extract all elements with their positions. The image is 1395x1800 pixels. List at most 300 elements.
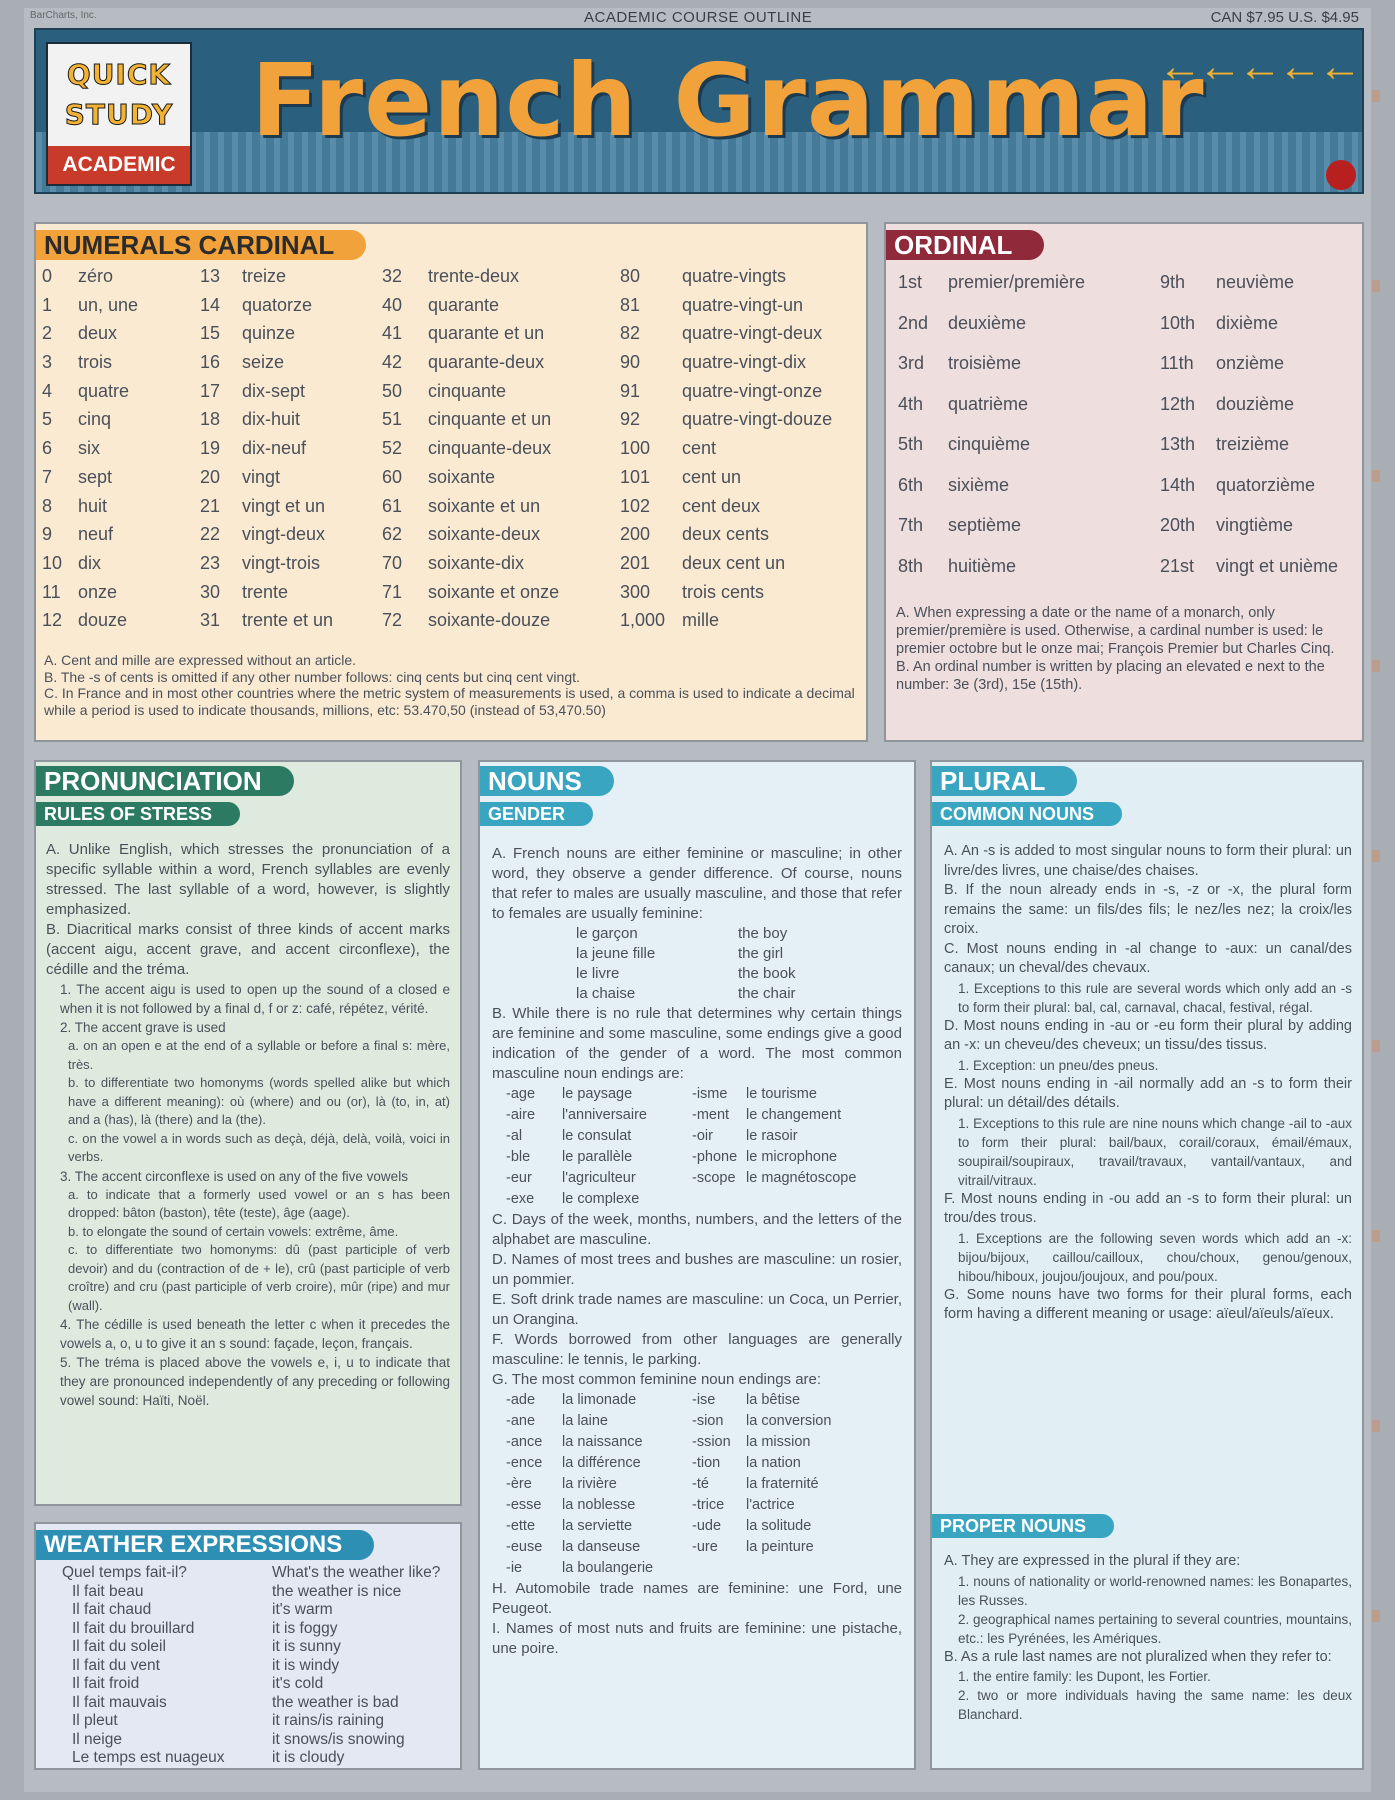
ordinal-word: onzième [1216,353,1285,373]
numeral-digit: 8 [42,495,53,516]
ordinal-number: 9th [1160,272,1186,292]
ordinal-number: 6th [898,474,924,495]
numeral-digit: 18 [200,409,221,430]
ordinal-grid [898,266,1358,590]
weather-row [62,1712,452,1731]
english-noun: the boy [738,925,788,942]
ordinal-row [898,469,1358,510]
numeral-digit: 92 [620,409,641,430]
numeral-row [200,381,333,410]
numeral-digit: 41 [382,323,403,344]
numeral-word: quatorze [242,294,313,315]
ending-example: la limonade [562,1392,637,1408]
note-b: B. The -s of cents is omitted if any other number follows: cinq cents but cinq cent vingt. [44,668,580,685]
plural-e1: 1. Exceptions to this rule are nine nouns which change -ail to -aux to form their plural: bail/baux, corail/coraux, émail/émaux, soupirail/soupiraux, travail/travaux, vantail/vantaux, and vitrail/vitraux. [958,1115,1352,1188]
ending-example: le parallèle [562,1149,633,1165]
numeral-row [382,524,559,553]
numeral-digit: 7 [42,466,53,487]
numeral-word: quatre-vingt-deux [682,323,823,344]
ending-row [506,1558,902,1579]
numerals-grid [42,266,864,631]
numeral-row [620,610,832,639]
numeral-word: soixante-dix [428,552,525,573]
numeral-word: zéro [78,266,114,286]
numeral-digit: 80 [620,266,641,286]
numeral-row [200,323,333,352]
weather-english: it is sunny [272,1638,341,1655]
proper-b: B. As a rule last names are not pluralized when they refer to: [944,1648,1332,1665]
ordinal-number: 21st [1160,555,1195,576]
numeral-digit: 9 [42,524,53,545]
weather-row [62,1564,452,1583]
numeral-digit: 102 [620,495,651,516]
numeral-row [382,467,559,496]
ordinal-word: dixième [1216,312,1279,333]
numeral-word: sept [78,466,113,487]
ordinal-word: deuxième [948,312,1027,333]
english-noun: the book [738,965,796,982]
ordinal-row [898,266,1358,307]
masculine-endings [492,1084,902,1210]
nouns-body [492,844,902,1659]
gender-subtab: GENDER [480,802,593,826]
ordinal-note-a: A. When expressing a date or the name of a monarch, only premier/première is used. Otherwise, a cardinal number is used: le premier octobre but le onze mai; François Premier but Charles Cinq. [896,605,1335,657]
noun-ending: -aire [506,1107,536,1123]
ending-example: le complexe [562,1191,640,1207]
numeral-row [42,582,138,611]
ordinal-number: 14th [1160,474,1196,495]
numeral-digit: 21 [200,495,221,516]
ending-example: la bêtise [746,1392,801,1408]
noun-ending: -ment [692,1107,730,1123]
numeral-digit: 13 [200,266,221,286]
ordinal-note-b: B. An ordinal number is written by placing an elevated e next to the number: 3e (3rd), 15e (15th). [896,659,1325,693]
numeral-word: quarante [428,294,500,315]
numeral-word: treize [242,266,287,286]
numeral-digit: 50 [382,380,403,401]
numeral-row [42,610,138,639]
numeral-row [200,582,333,611]
numeral-word: cent un [682,466,742,487]
pron-b3c: c. to differentiate two homonyms: dû (past participle of verb devoir) and du (contraction of de + le), crû (past participle of verb croître) and cru (past participle of verb croire), mûr (ripe) and mur (wall). [68,1242,450,1313]
weather-row [62,1675,452,1694]
ordinal-number: 3rd [898,353,925,373]
numeral-digit: 14 [200,294,221,315]
numeral-digit: 62 [382,524,403,545]
numeral-word: quatre [78,380,130,401]
weather-french: Quel temps fait-il? [62,1564,187,1581]
ordinal-number: 1st [898,272,923,292]
ending-row [506,1537,902,1558]
numeral-word: dix [78,552,102,573]
logo-line-2: STUDY [64,98,174,131]
numeral-digit: 60 [382,466,403,487]
numeral-word: trente-deux [428,266,520,286]
numeral-digit: 31 [200,610,221,631]
numeral-row [382,553,559,582]
plural-g: G. Some nouns have two forms for their plural forms, each form having a different meaning or usage: aïeul/aïeuls/aïeux. [944,1286,1352,1322]
plural-panel [930,760,1364,1770]
weather-row [62,1657,452,1676]
pron-b4: 4. The cédille is used beneath the letter c when it precedes the vowels a, o, u to give it an s sound: façade, leçon, français. [60,1317,450,1351]
ordinal-word: vingt et unième [1216,555,1339,576]
noun-ending: -ssion [692,1434,731,1450]
numeral-word: trente et un [242,610,334,631]
proper-nouns-subtab: PROPER NOUNS [932,1514,1114,1538]
numeral-word: quatre-vingt-dix [682,352,807,373]
ending-example: la nation [746,1455,801,1471]
numeral-word: trois cents [682,581,765,602]
note-c: C. In France and in most other countries where the metric system of measurements is used, a comma is used to indicate a decimal while a period is used to indicate thousands, millions, etc: 53.470,50 (instead of 53,470.50) [44,685,855,718]
weather-row [62,1620,452,1639]
weather-french: Il fait beau [72,1582,144,1600]
numeral-digit: 1,000 [620,610,666,631]
numeral-column [620,266,832,639]
ending-example: l'agriculteur [562,1170,636,1186]
gender-example-row [576,944,902,964]
numeral-word: quatre-vingt-douze [682,409,833,430]
ending-row [506,1453,902,1474]
french-noun: le livre [576,965,620,982]
numeral-row [42,381,138,410]
numeral-row [620,582,832,611]
numeral-word: douze [78,610,128,631]
french-noun: la chaise [576,985,636,1002]
ending-example: la serviette [562,1518,633,1534]
weather-expressions-panel [34,1522,462,1770]
nouns-c: C. Days of the week, months, numbers, and the letters of the alphabet are masculine. [492,1211,902,1248]
note-a: A. Cent and mille are expressed without an article. [44,652,357,668]
noun-ending: -isme [692,1086,728,1102]
ordinal-number: 7th [898,515,924,535]
ending-example: la naissance [562,1434,643,1450]
ending-row [506,1105,902,1126]
ordinal-word: huitième [948,555,1017,576]
series-label: ACADEMIC COURSE OUTLINE [584,9,813,26]
numeral-word: soixante [428,466,496,487]
nouns-e: E. Soft drink trade names are masculine: un Coca, un Perrier, un Orangina. [492,1291,902,1328]
numeral-row [382,496,559,525]
proper-b1: 1. the entire family: les Dupont, les Fortier. [958,1669,1211,1684]
numeral-word: dix-neuf [242,438,307,459]
numeral-digit: 61 [382,495,403,516]
numeral-word: trente [242,581,289,602]
numeral-word: cinquante et un [428,409,552,430]
numeral-row [200,467,333,496]
ending-example: la solitude [746,1518,812,1534]
ordinal-tab: ORDINAL [886,230,1044,260]
numeral-digit: 40 [382,294,403,315]
pronunciation-tab: PRONUNCIATION [36,766,294,796]
price-label: CAN $7.95 U.S. $4.95 [1210,9,1359,26]
numeral-word: onze [78,581,118,602]
numeral-row [620,467,832,496]
numeral-digit: 10 [42,552,63,573]
numeral-word: soixante-douze [428,610,551,631]
numeral-digit: 12 [42,610,63,631]
ending-example: la boulangerie [562,1560,654,1576]
numeral-row [620,524,832,553]
numeral-word: mille [682,610,720,631]
noun-ending: -ure [692,1539,718,1555]
french-noun: la jeune fille [576,945,656,962]
noun-ending: -ade [506,1392,536,1408]
ending-row [506,1411,902,1432]
numeral-row [42,323,138,352]
numerals-cardinal-tab: NUMERALS CARDINAL [36,230,366,260]
french-noun: le garçon [576,925,638,942]
numeral-row [620,381,832,410]
numeral-digit: 200 [620,524,651,545]
ordinal-row [898,347,1358,388]
ordinal-word: treizième [1216,434,1290,454]
weather-english: the weather is bad [272,1693,399,1711]
numeral-row [382,352,559,381]
nouns-i: I. Names of most nuts and fruits are feminine: une pistache, une poire. [492,1620,902,1657]
pron-a: A. Unlike English, which stresses the pronunciation of a specific syllable within a word, French syllables are evenly stressed. The last syllable of a word, however, is slightly emphasized. [46,841,450,918]
numeral-word: vingt et un [242,495,326,516]
numeral-word: cent [682,438,717,459]
numeral-digit: 101 [620,466,651,487]
ordinal-word: septième [948,515,1022,535]
numeral-word: quarante et un [428,323,545,344]
numeral-column [42,266,138,639]
noun-ending: -al [506,1128,523,1144]
ordinal-number: 10th [1160,312,1196,333]
noun-ending: -phone [692,1149,738,1165]
noun-ending: -ise [692,1392,716,1408]
plural-a: A. An -s is added to most singular nouns to form their plural: un livre/des livres, une chaise/des chaises. [944,843,1352,879]
noun-ending: -esse [506,1497,542,1513]
numeral-word: vingt [242,466,281,487]
page-edge-tabs [1372,30,1380,1790]
numeral-row [620,496,832,525]
numeral-row [42,295,138,324]
weather-english: the weather is nice [272,1582,402,1600]
proper-a2: 2. geographical names pertaining to several countries, mountains, etc.: les Pyrénées, les Amériques. [958,1611,1352,1646]
plural-body [944,842,1352,1325]
pron-b2: 2. The accent grave is used [60,1020,226,1035]
numeral-digit: 5 [42,409,53,430]
noun-ending: -exe [506,1191,535,1207]
ordinal-number: 5th [898,434,924,454]
ending-example: la laine [562,1413,608,1429]
ordinal-number: 13th [1160,434,1196,454]
numeral-digit: 81 [620,294,641,315]
numeral-digit: 100 [620,438,651,459]
numeral-word: soixante et un [428,495,541,516]
quick-study-logo [46,42,192,186]
logo-line-3: ACADEMIC [48,146,190,184]
ordinal-row [898,428,1358,469]
noun-ending: -ie [506,1560,523,1576]
proper-b2: 2. two or more individuals having the same name: les deux Blanchard. [958,1688,1352,1722]
plural-f1: 1. Exceptions are the following seven words which add an -x: bijou/bijoux, caillou/cailloux, chou/choux, genou/genoux, hibou/hiboux, joujou/joujoux, and pou/poux. [958,1230,1352,1284]
numeral-digit: 90 [620,352,641,373]
weather-french: Il pleut [72,1712,118,1729]
ending-example: la rivière [562,1476,617,1492]
ending-example: la noblesse [562,1497,636,1513]
ending-example: la conversion [746,1413,832,1429]
numeral-digit: 91 [620,380,641,401]
ordinal-word: sixième [948,474,1010,495]
numeral-row [620,352,832,381]
numeral-digit: 51 [382,409,403,430]
weather-french: Il fait froid [72,1675,140,1692]
ending-row [506,1432,902,1453]
top-line [24,8,1371,30]
numeral-row [200,438,333,467]
numeral-row [42,438,138,467]
numeral-row [200,295,333,324]
numeral-row [42,467,138,496]
ordinal-row [898,307,1358,348]
numeral-word: neuf [78,524,114,545]
page-title: French Grammar [251,42,1205,159]
ordinal-number: 12th [1160,393,1196,414]
noun-ending: -scope [692,1170,736,1186]
numeral-word: vingt-deux [242,524,326,545]
title-banner [34,28,1364,194]
plural-e: E. Most nouns ending in -ail normally add an -s to form their plural: un détail/des détails. [944,1075,1352,1111]
numeral-digit: 300 [620,581,651,602]
ordinal-panel [884,222,1364,742]
weather-row [62,1638,452,1657]
ordinal-number: 11th [1160,353,1194,373]
weather-row [62,1694,452,1713]
numeral-row [200,409,333,438]
numeral-digit: 1 [42,294,53,315]
nouns-d: D. Names of most trees and bushes are masculine: un rosier, un pommier. [492,1251,902,1288]
weather-french: Il fait du brouillard [72,1619,195,1637]
numeral-digit: 30 [200,581,221,602]
numeral-row [620,323,832,352]
numeral-column [200,266,333,639]
ending-example: le changement [746,1107,842,1123]
numeral-digit: 15 [200,323,221,344]
noun-ending: -ude [692,1518,722,1534]
numeral-word: quatre-vingt-onze [682,380,823,401]
numeral-digit: 2 [42,323,53,344]
ending-example: le rasoir [746,1128,798,1144]
numeral-digit: 71 [382,581,403,602]
plural-d: D. Most nouns ending in -au or -eu form their plural by adding an -x: un cheveu/des cheveux; un tissu/des tissus. [944,1017,1352,1053]
numeral-word: dix-huit [242,409,301,430]
numeral-row [620,266,832,295]
noun-ending: -ane [506,1413,536,1429]
weather-row [62,1601,452,1620]
numeral-row [620,409,832,438]
numeral-row [620,553,832,582]
gender-example-row [576,924,902,944]
numeral-row [382,610,559,639]
numeral-digit: 22 [200,524,221,545]
numeral-word: vingt-trois [242,552,321,573]
numeral-digit: 17 [200,380,221,401]
weather-english: it snows/is snowing [272,1730,405,1748]
nouns-h: H. Automobile trade names are feminine: une Ford, une Peugeot. [492,1580,902,1617]
pron-b1: 1. The accent aigu is used to open up the sound of a closed e when it is not followed by a final d, f or z: café, répétez, vérité. [60,982,450,1016]
plural-d1: 1. Exception: un pneu/des pneus. [958,1057,1159,1073]
numeral-digit: 70 [382,552,403,573]
numeral-word: six [78,438,100,459]
numeral-digit: 23 [200,552,221,573]
pronunciation-panel [34,760,462,1506]
weather-english: it is cloudy [272,1749,345,1766]
numeral-digit: 19 [200,438,221,459]
nouns-b: B. While there is no rule that determines why certain things are feminine and some masculine, some endings give a good indication of the gender of a word. The most common masculine noun endings are: [492,1005,902,1082]
english-noun: the chair [738,985,796,1002]
weather-english: it is windy [272,1656,340,1674]
numeral-row [200,553,333,582]
pron-b3b: b. to elongate the sound of certain vowels: extrême, âme. [68,1223,399,1239]
numeral-row [42,352,138,381]
ordinal-row [898,550,1358,591]
numeral-word: seize [242,352,285,373]
plural-f: F. Most nouns ending in -ou add an -s to form their plural: un trou/des trous. [944,1190,1352,1226]
noun-ending: -ence [506,1455,543,1471]
numeral-digit: 20 [200,466,221,487]
ending-row [506,1390,902,1411]
weather-english: it's cold [272,1675,324,1692]
noun-ending: -tion [692,1455,721,1471]
numeral-row [42,266,138,295]
numeral-digit: 6 [42,438,53,459]
noun-ending: -age [506,1086,536,1102]
noun-ending: -ette [506,1518,536,1534]
english-noun: the girl [738,945,784,962]
numeral-word: un, une [78,294,139,315]
numeral-word: cinq [78,409,112,430]
ending-example: le consulat [562,1128,632,1144]
ordinal-word: quatorzième [1216,474,1316,495]
logo-line-1: QUICK [66,58,172,91]
publisher: BarCharts, Inc. [30,10,97,21]
ordinal-number: 4th [898,393,924,414]
numeral-word: quinze [242,323,296,344]
numeral-row [42,553,138,582]
ending-row [506,1168,902,1189]
ending-row [506,1126,902,1147]
weather-expressions-tab: WEATHER EXPRESSIONS [36,1530,374,1560]
numerals-cardinal-panel [34,222,868,742]
ordinal-row [898,388,1358,429]
plural-c: C. Most nouns ending in -al change to -aux: un canal/des canaux; un cheval/des chevaux. [944,940,1352,976]
ending-row [506,1495,902,1516]
numerals-notes [44,652,862,718]
ending-example: le tourisme [746,1086,817,1102]
weather-row [62,1749,452,1768]
numeral-word: huit [78,495,108,516]
ending-example: la danseuse [562,1539,641,1555]
noun-ending: -sion [692,1413,724,1429]
numeral-row [42,524,138,553]
numeral-digit: 82 [620,323,641,344]
numeral-row [200,266,333,295]
numeral-word: trois [78,352,113,373]
numeral-row [382,323,559,352]
ordinal-word: douzième [1216,393,1295,414]
noun-ending: -ère [506,1476,532,1492]
ordinal-number: 8th [898,555,924,576]
proper-a1: 1. nouns of nationality or world-renowned names: les Bonapartes, les Russes. [958,1573,1352,1608]
ordinal-word: vingtième [1216,515,1294,535]
proper-nouns-body [944,1552,1352,1724]
ending-example: le paysage [562,1086,633,1102]
ordinal-notes [896,604,1352,694]
plural-b: B. If the noun already ends in -s, -z or -x, the plural form remains the same: un fils/des fils; le nez/les nez; la croix/les croix. [944,882,1352,937]
nouns-f: F. Words borrowed from other languages are generally masculine: le tennis, le parking. [492,1331,902,1368]
